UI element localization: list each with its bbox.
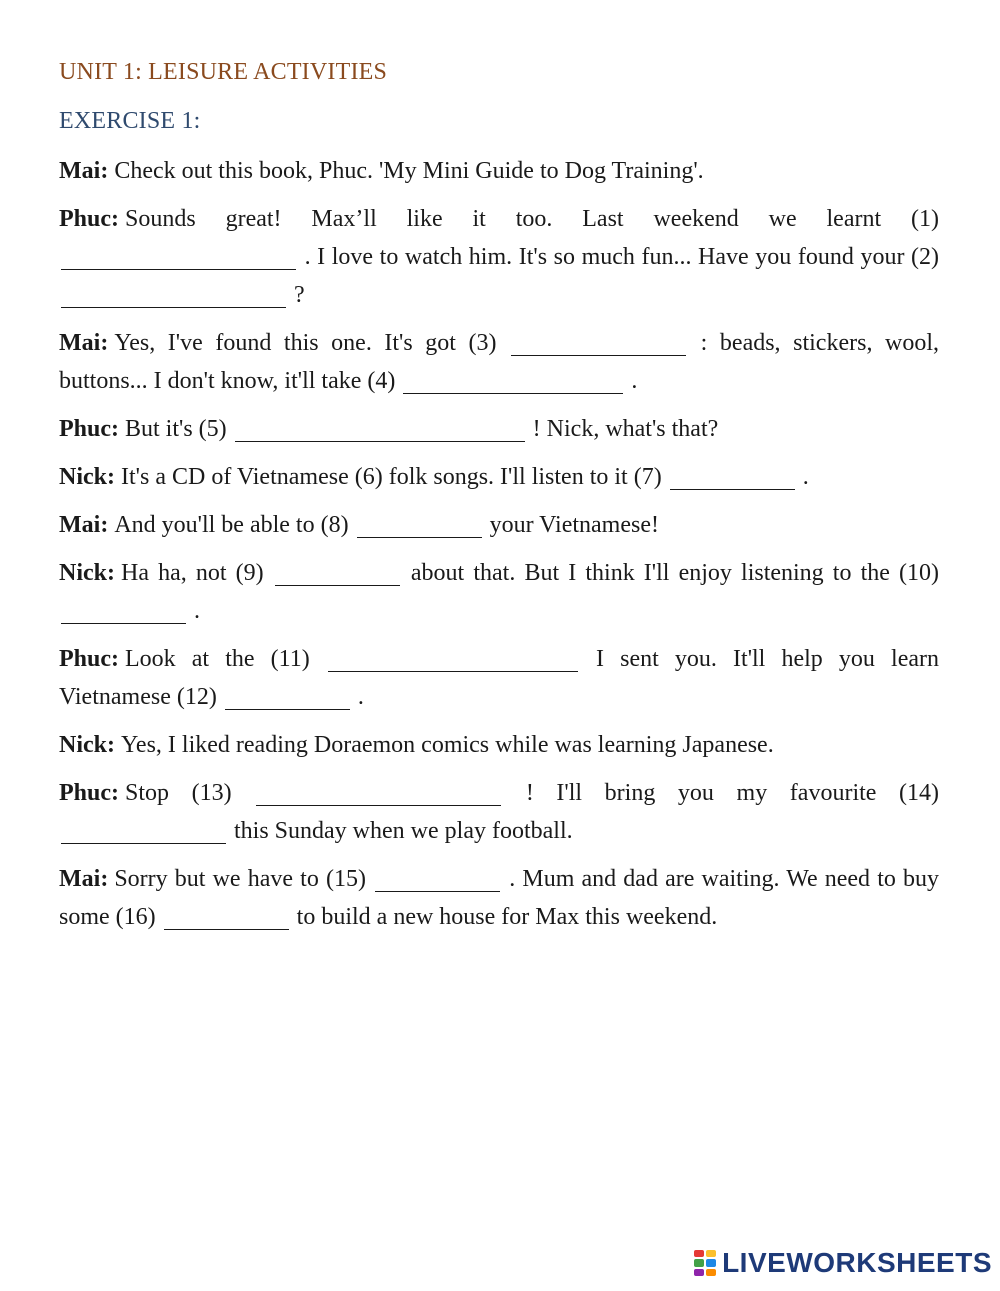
speaker-name: Mai: [59, 511, 109, 538]
dialogue-text: : beads, stickers, wool, buttons... I don't know, it'll take (4) [59, 329, 940, 394]
speaker-name: Nick: [59, 731, 115, 758]
liveworksheets-logo [694, 1247, 992, 1279]
blank-16-input[interactable] [164, 905, 289, 930]
dialogue-text: And you'll be able to (8) [114, 511, 349, 538]
blank-4-input[interactable] [403, 369, 623, 394]
dialogue-text: Look at the (11) [125, 645, 310, 672]
blank-7-input[interactable] [670, 465, 795, 490]
dialogue-text: . [194, 597, 200, 624]
speaker-name: Phuc: [59, 645, 119, 672]
speaker-name: Mai: [59, 865, 109, 892]
dialogue-text: . [802, 463, 809, 490]
dialogue-line [59, 506, 939, 544]
blank-1-input[interactable] [61, 245, 296, 270]
speaker-name: Phuc: [59, 415, 119, 442]
exercise-title: EXERCISE 1: [59, 107, 201, 134]
dialogue [59, 152, 939, 936]
dialogue-line [59, 860, 939, 936]
dialogue-text: . [631, 367, 638, 394]
blank-12-input[interactable] [225, 685, 350, 710]
dialogue-text: I sent you. It'll help you learn Vietnamese (12) [59, 645, 939, 710]
speaker-name: Nick: [59, 559, 115, 586]
dialogue-line [59, 640, 939, 716]
dialogue-text: . [357, 683, 364, 710]
speaker-name: Nick: [59, 463, 115, 490]
dialogue-line [59, 554, 939, 630]
blank-13-input[interactable] [256, 781, 501, 806]
dialogue-text: Stop (13) [125, 779, 232, 806]
dialogue-text: . I love to watch him. It's so much fun... Have you found your (2) [304, 243, 940, 270]
dialogue-text: But it's (5) [125, 415, 227, 442]
dialogue-line [59, 774, 939, 850]
dialogue-text: about that. But I think I'll enjoy listening to the (10) [410, 559, 940, 586]
dialogue-text: ? [294, 281, 305, 308]
dialogue-text: It's a CD of Vietnamese (6) folk songs. I'll listen to it (7) [121, 463, 662, 490]
liveworksheets-logo-icon [694, 1250, 716, 1276]
blank-8-input[interactable] [357, 513, 482, 538]
logo-text: LIVEWORKSHEETS [722, 1247, 992, 1278]
worksheet [59, 58, 939, 946]
dialogue-text: Check out this book, Phuc. 'My Mini Guide to Dog Training'. [114, 157, 704, 184]
blank-10-input[interactable] [61, 599, 186, 624]
dialogue-text: your Vietnamese! [489, 511, 659, 538]
dialogue-line [59, 152, 939, 190]
speaker-name: Phuc: [59, 779, 119, 806]
blank-3-input[interactable] [511, 331, 686, 356]
dialogue-line [59, 200, 939, 314]
dialogue-line [59, 726, 939, 764]
blank-9-input[interactable] [275, 561, 400, 586]
dialogue-text: Yes, I liked reading Doraemon comics while was learning Japanese. [121, 731, 774, 758]
blank-5-input[interactable] [235, 417, 525, 442]
blank-11-input[interactable] [328, 647, 578, 672]
unit-title: UNIT 1: LEISURE ACTIVITIES [59, 59, 388, 85]
blank-15-input[interactable] [375, 867, 500, 892]
dialogue-text: this Sunday when we play football. [234, 817, 573, 844]
dialogue-line [59, 458, 939, 496]
dialogue-text: . Mum and dad are waiting. We need to buy some (16) [59, 865, 939, 930]
dialogue-text: ! Nick, what's that? [532, 415, 719, 442]
dialogue-text: ! I'll bring you my favourite (14) [525, 779, 940, 806]
speaker-name: Mai: [59, 329, 109, 356]
dialogue-text: to build a new house for Max this weekend. [296, 903, 718, 930]
speaker-name: Mai: [59, 157, 109, 184]
dialogue-line [59, 410, 939, 448]
speaker-name: Phuc: [59, 205, 119, 232]
blank-14-input[interactable] [61, 819, 226, 844]
dialogue-line [59, 324, 939, 400]
dialogue-text: Sorry but we have to (15) [114, 865, 366, 892]
dialogue-text: Yes, I've found this one. It's got (3) [114, 329, 497, 356]
dialogue-text: Sounds great! Max’ll like it too. Last weekend we learnt (1) [125, 205, 939, 232]
blank-2-input[interactable] [61, 283, 286, 308]
dialogue-text: Ha ha, not (9) [121, 559, 264, 586]
